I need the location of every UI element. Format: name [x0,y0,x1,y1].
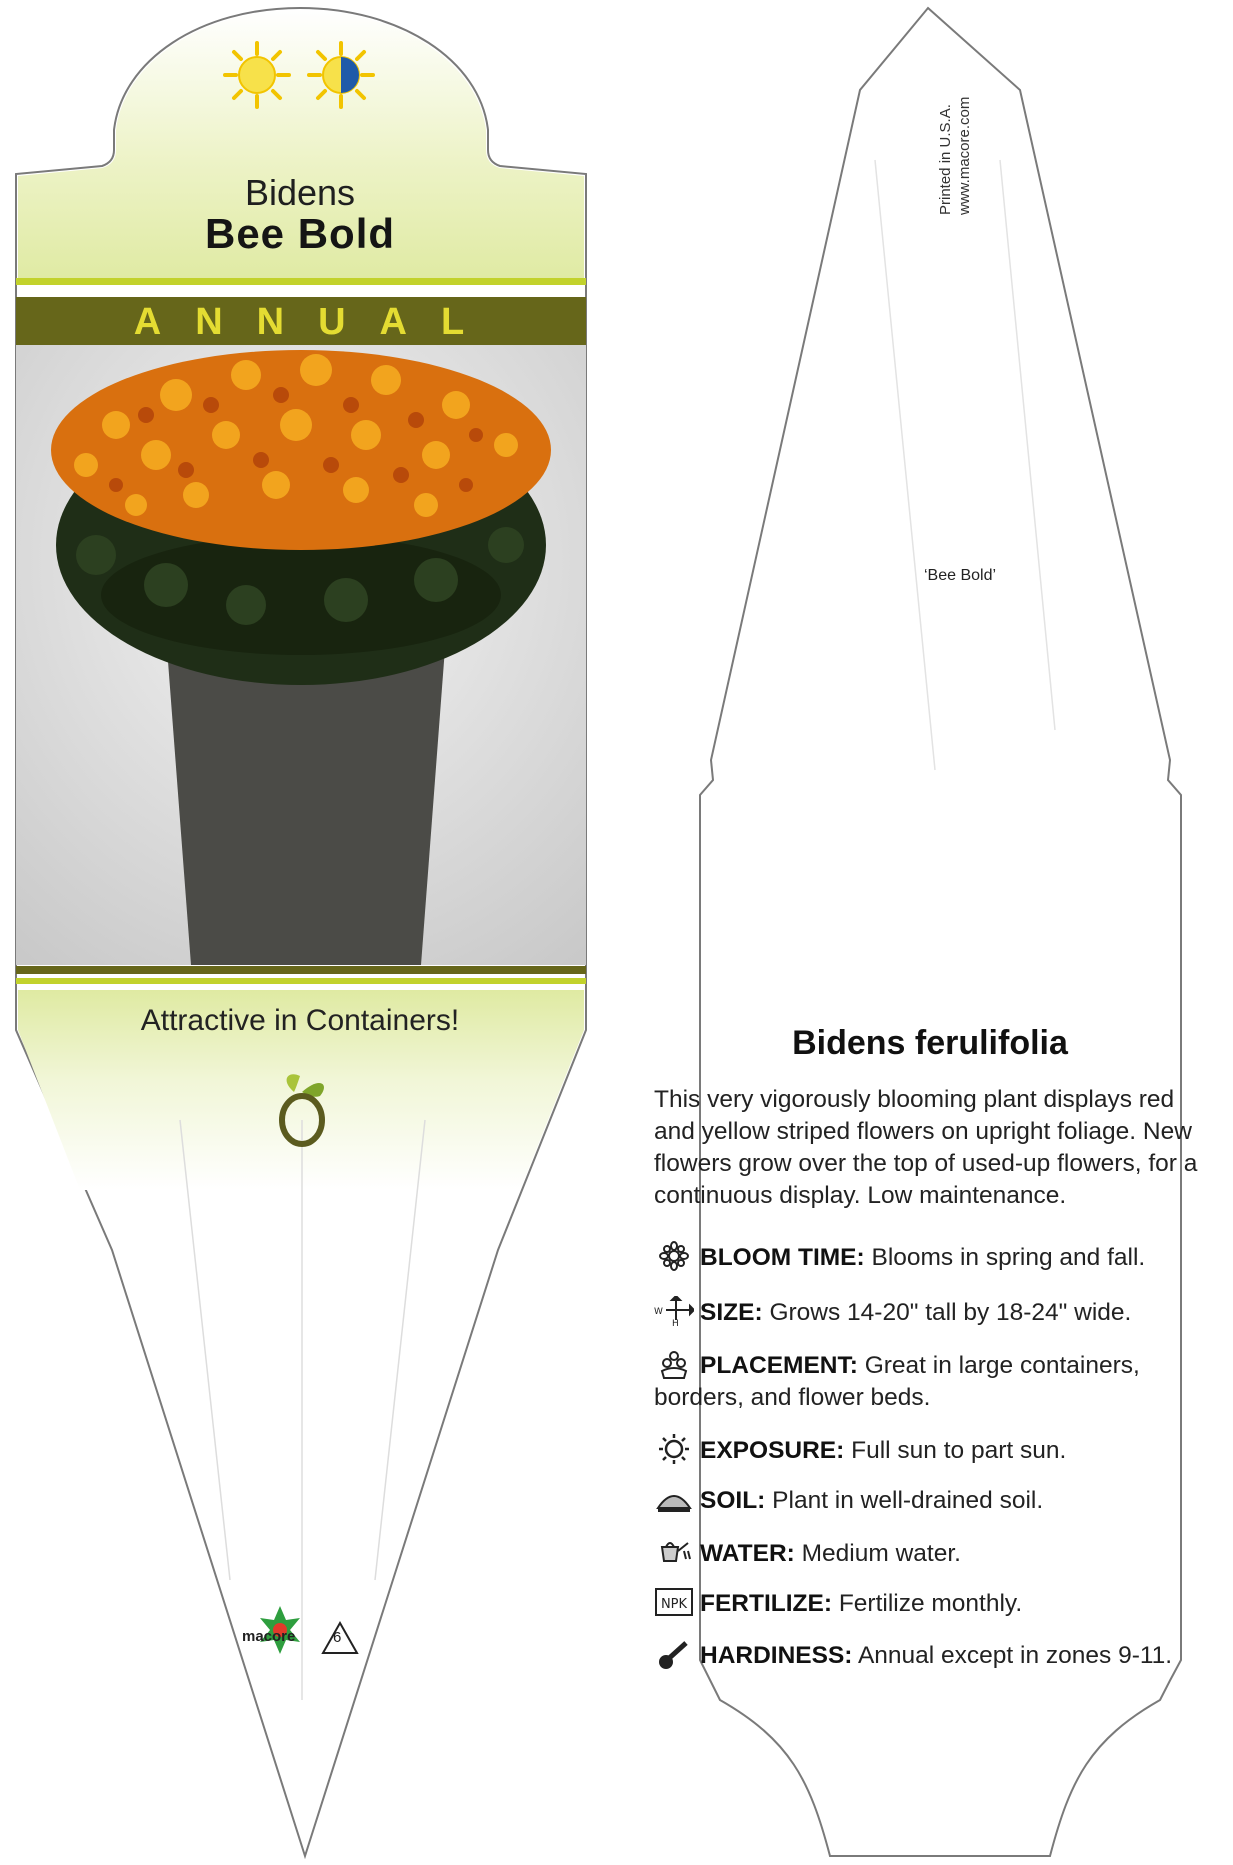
flower-icon [654,1241,694,1271]
care-label: WATER: [700,1540,795,1567]
thermometer-icon [654,1639,694,1669]
care-label: EXPOSURE: [700,1437,845,1464]
cultivar-name: Bee Bold [204,210,396,257]
printed-line-2: www.macore.com [956,96,973,215]
svg-text:W: W [654,1307,663,1317]
recycle-number: 6 [333,1629,342,1646]
care-row-size [654,1296,1224,1329]
care-row-water [654,1537,1224,1570]
care-text: Annual except in zones 9-11. [857,1642,1173,1669]
care-row-fertilize [654,1587,1224,1620]
care-text: Medium water. [801,1540,961,1567]
category-label: ANNUAL [133,301,499,343]
care-text: Plant in well-drained soil. [772,1487,1044,1514]
description: This very vigorously blooming plant displays red and yellow striped flowers on upright foliage. New flowers grow over the top of used-up flowers, for a continuous display. Low maintenance. [654,1086,1198,1209]
care-label: BLOOM TIME: [700,1244,865,1271]
npk-label: NPK [660,1597,688,1612]
care-row-hardiness [654,1639,1224,1672]
care-row-exposure [654,1434,1224,1467]
part-sun-icon [306,40,376,110]
care-text: Fertilize monthly. [838,1590,1023,1617]
care-row-bloom-time [654,1241,1224,1274]
macore-logo-text: macore [242,1628,296,1645]
genus-name: Bidens [244,172,356,213]
plant-photo [16,345,586,965]
watering-can-icon [654,1537,694,1567]
placement-icon [654,1349,694,1379]
care-row-soil [654,1484,1224,1517]
care-label: SIZE: [700,1299,763,1326]
slogan: Attractive in Containers! [140,1004,460,1037]
care-label: SOIL: [700,1487,766,1514]
scientific-name: Bidens ferulifolia [792,1024,1068,1062]
care-label: PLACEMENT: [700,1352,858,1379]
care-text: Grows 14-20" tall by 18-24" wide. [769,1299,1132,1326]
size-arrows-icon [654,1296,694,1326]
care-label: HARDINESS: [700,1642,853,1669]
svg-text:H: H [672,1319,679,1326]
care-text: Blooms in spring and fall. [871,1244,1146,1271]
care-label: FERTILIZE: [700,1590,833,1617]
printed-in-note [936,97,974,215]
care-row-placement [654,1349,1224,1414]
care-text: Full sun to part sun. [851,1437,1067,1464]
soil-icon [654,1484,694,1514]
variety-label: ‘Bee Bold’ [923,567,997,584]
seedling-logo-icon [272,1070,332,1150]
sun-outline-icon [654,1434,694,1464]
care-text: Great in large containers, borders, and flower beds. [654,1352,1140,1411]
npk-icon [654,1587,694,1617]
full-sun-icon [222,40,292,110]
printed-line-1: Printed in U.S.A. [937,104,954,215]
